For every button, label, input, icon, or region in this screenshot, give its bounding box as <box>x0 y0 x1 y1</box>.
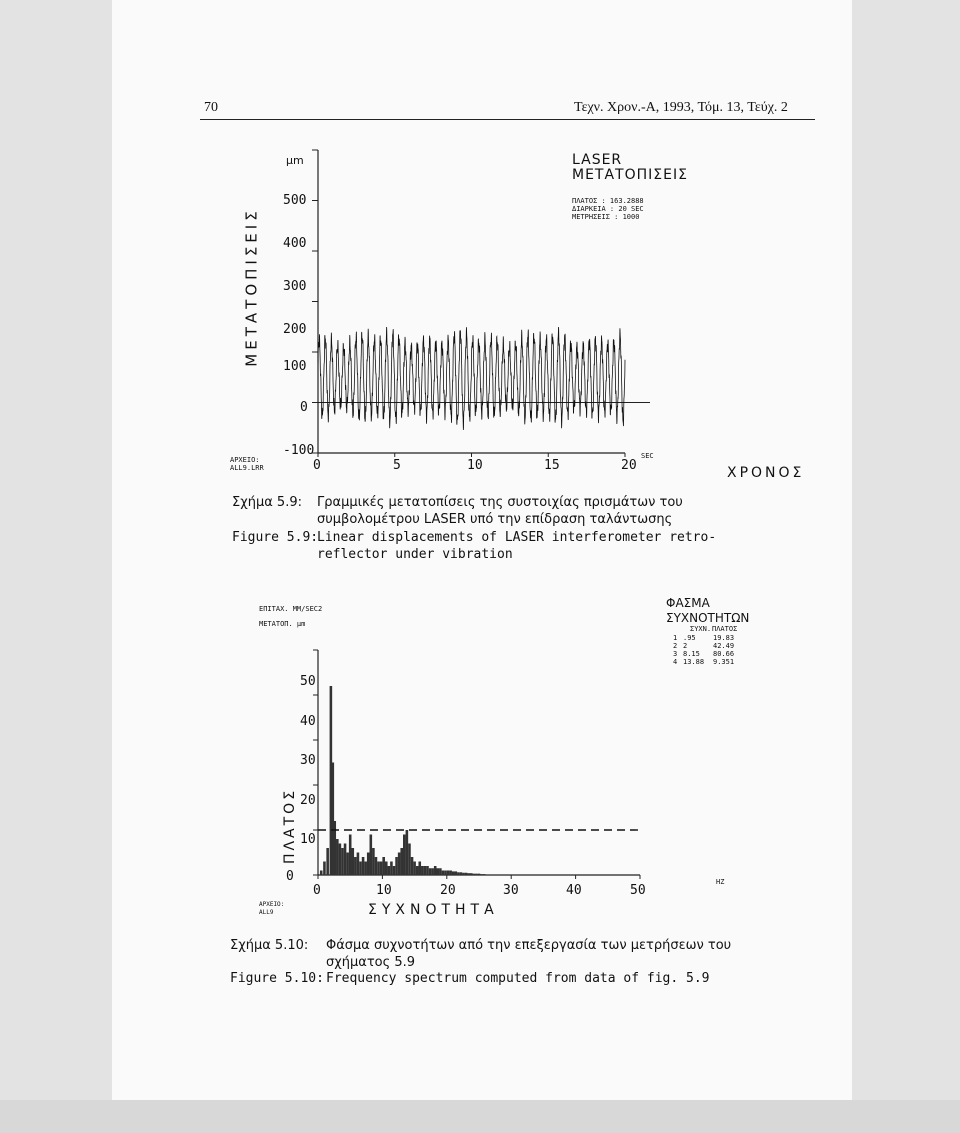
fig510-table-r4c1: 13.88 <box>683 658 705 666</box>
fig510-spectrum-bar <box>388 866 391 875</box>
fig510-spectrum-bar <box>452 871 455 875</box>
fig59-xtick-20: 20 <box>621 458 637 473</box>
fig510-spectrum-bar <box>333 821 336 875</box>
fig510-x-axis-label: ΣΥΧΝΟΤΗΤΑ <box>368 902 499 918</box>
fig510-table-h2: ΠΛΑΤΟΣ <box>712 625 738 633</box>
fig59-xtick-10: 10 <box>467 458 483 473</box>
fig510-caption-gr-line2: σχήματος 5.9 <box>326 955 416 970</box>
fig510-spectrum-bar <box>429 868 432 875</box>
fig510-spectrum-bar <box>380 862 383 876</box>
fig510-spectrum-bar <box>431 868 434 875</box>
fig59-ytick-400: 400 <box>283 236 307 251</box>
fig510-table-r3c0: 3 <box>673 650 678 658</box>
fig510-xtick-50: 50 <box>630 883 646 898</box>
fig510-spectrum-bar <box>455 871 458 875</box>
fig510-y-unit-2: ΜΕΤΑΤΟΠ. μm <box>259 620 306 628</box>
fig510-spectrum-bar <box>475 874 478 875</box>
fig510-table-r2c1: 2 <box>683 642 688 650</box>
fig510-spectrum-bar <box>364 862 367 876</box>
fig510-spectrum-bar <box>336 839 339 875</box>
fig59-ytick-0: 0 <box>300 400 308 415</box>
fig510-spectrum-bar <box>470 873 473 875</box>
fig510-spectrum-bar <box>411 857 414 875</box>
fig510-spectrum-bar <box>341 848 344 875</box>
journal-reference: Τεχν. Χρον.-Α, 1993, Τόμ. 13, Τεύχ. 2 <box>574 100 788 115</box>
fig510-spectrum-bar <box>390 862 393 876</box>
fig510-table-h1: ΣΥΧΝ. <box>690 625 712 633</box>
fig510-table-r3c2: 80.66 <box>713 650 735 658</box>
fig59-caption-gr-line1: Γραμμικές μετατοπίσεις της συστοιχίας πρισμάτων του <box>317 495 683 510</box>
fig59-y-unit: μm <box>286 154 304 167</box>
fig510-spectrum-bar <box>473 874 476 875</box>
fig59-caption-en-line1: Linear displacements of LASER interferometer retro- <box>317 530 717 545</box>
fig59-x-axis-label: ΧΡΟΝΟΣ <box>727 465 805 481</box>
fig510-spectrum-bar <box>354 857 357 875</box>
fig510-ytick-20: 20 <box>300 793 316 808</box>
fig510-spectrum-bar <box>465 873 468 875</box>
fig510-file-label-2: ALL9 <box>259 909 274 916</box>
fig510-spectrum-bar <box>403 835 406 876</box>
fig510-spectrum-bar <box>478 874 481 875</box>
fig59-title-line2: ΜΕΤΑΤΟΠΙΣΕΙΣ <box>572 167 688 183</box>
fig510-spectrum-bar <box>437 868 440 875</box>
fig510-spectrum-bar <box>413 862 416 876</box>
fig59-caption-gr-label: Σχήμα 5.9: <box>232 495 302 510</box>
fig510-spectrum-bar <box>362 857 365 875</box>
fig510-spectrum-bar <box>372 848 375 875</box>
fig510-ytick-30: 30 <box>300 753 316 768</box>
fig59-y-axis-label: ΜΕΤΑΤΟΠΙΣΕΙΣ <box>242 207 261 367</box>
fig510-spectrum-bar <box>323 862 326 876</box>
fig510-spectrum-bar <box>377 862 380 876</box>
fig510-y-axis-label: ΠΛΑΤΟΣ <box>282 787 299 865</box>
fig59-plot <box>312 150 650 457</box>
fig510-spectrum-bar <box>326 848 329 875</box>
fig59-xtick-0: 0 <box>313 458 321 473</box>
fig510-caption-gr-label: Σχήμα 5.10: <box>230 938 309 953</box>
fig510-table-r3c1: 8.15 <box>683 650 700 658</box>
fig510-spectrum-bar <box>483 874 486 875</box>
fig510-xtick-10: 10 <box>376 883 392 898</box>
fig59-caption-gr-line2: συμβολομέτρου LASER υπό την επίδραση ταλάντωσης <box>317 512 673 527</box>
fig510-table-r1c1: .95 <box>683 634 696 642</box>
fig59-file-label-2: ALL9.LRR <box>230 464 264 472</box>
fig510-xtick-20: 20 <box>440 883 456 898</box>
fig510-spectrum-bar <box>424 866 427 875</box>
fig59-caption-en-label: Figure 5.9: <box>232 530 319 545</box>
fig510-spectrum-bar <box>382 857 385 875</box>
fig510-title-line2: ΣΥΧΝΟΤΗΤΩΝ <box>666 611 750 625</box>
fig510-spectrum-bar <box>447 871 450 876</box>
fig59-xtick-5: 5 <box>393 458 401 473</box>
fig510-spectrum-bar <box>426 866 429 875</box>
fig59-caption-en-line2: reflector under vibration <box>317 547 513 562</box>
fig59-signal-line <box>318 327 625 430</box>
fig510-spectrum-bar <box>346 853 349 876</box>
fig510-table-r2c0: 2 <box>673 642 678 650</box>
fig510-ytick-0: 0 <box>286 869 294 884</box>
fig510-spectrum-bar <box>434 866 437 875</box>
fig510-spectrum-bar <box>370 835 373 876</box>
fig510-xtick-40: 40 <box>566 883 582 898</box>
fig510-table-r4c0: 4 <box>673 658 678 666</box>
fig510-spectrum-bar <box>349 835 352 876</box>
fig59-xtick-15: 15 <box>544 458 560 473</box>
fig59-ytick-300: 300 <box>283 279 307 294</box>
fig510-caption-en-label: Figure 5.10: <box>230 971 324 986</box>
fig510-spectrum-bar <box>351 848 354 875</box>
fig510-table-r2c2: 42.49 <box>713 642 735 650</box>
fig510-ytick-50: 50 <box>300 674 316 689</box>
fig510-plot <box>313 650 640 879</box>
fig510-xtick-0: 0 <box>313 883 321 898</box>
fig510-spectrum-bar <box>457 872 460 875</box>
fig510-spectrum-bar <box>339 844 342 876</box>
fig510-file-label-1: ΑΡΧΕΙΟ: <box>259 901 285 908</box>
fig510-spectrum-bar <box>375 857 378 875</box>
fig510-caption-gr-line1: Φάσμα συχνοτήτων από την επεξεργασία των μετρήσεων του <box>326 938 732 953</box>
fig59-ytick-200: 200 <box>283 322 307 337</box>
fig59-ytick-100: 100 <box>283 359 307 374</box>
fig59-info-2: ΔΙΑΡΚΕΙΑ : 20 SEC <box>572 205 644 213</box>
fig510-spectrum-bar <box>400 848 403 875</box>
fig59-info-3: ΜΕΤΡΗΣΕΙΣ : 1000 <box>572 213 640 221</box>
fig510-spectrum-bar <box>320 871 323 876</box>
fig510-spectrum-bar <box>359 862 362 876</box>
fig510-table-r1c0: 1 <box>673 634 678 642</box>
fig510-spectrum-bar <box>385 862 388 876</box>
fig59-title-line1: LASER <box>572 152 623 168</box>
fig510-x-unit: HZ <box>716 878 725 886</box>
fig510-spectrum-bar <box>395 857 398 875</box>
page-number: 70 <box>204 100 218 115</box>
fig59-info-1: ΠΛΑΤΟΣ : 163.2888 <box>572 197 644 205</box>
fig510-spectrum-bar <box>467 873 470 875</box>
fig510-spectrum-bar <box>442 871 445 876</box>
fig510-spectrum-bar <box>462 873 465 875</box>
fig510-spectrum-bar <box>406 830 409 875</box>
fig59-ytick-neg100: -100 <box>283 443 315 458</box>
fig510-spectrum-bar <box>357 853 360 876</box>
fig510-caption-en-line1: Frequency spectrum computed from data of fig. 5.9 <box>326 971 710 986</box>
fig510-y-unit-1: ΕΠΙΤΑΧ. ΜΜ/SEC2 <box>259 605 323 613</box>
fig510-spectrum-bar <box>367 853 370 876</box>
fig510-spectrum-bar <box>398 853 401 876</box>
fig59-file-label-1: ΑΡΧΕΙΟ: <box>230 456 260 464</box>
fig510-xtick-30: 30 <box>503 883 519 898</box>
fig510-spectrum-bar <box>421 866 424 875</box>
fig510-spectrum-bar <box>439 868 442 875</box>
fig510-ytick-40: 40 <box>300 714 316 729</box>
fig510-ytick-10: 10 <box>300 832 316 847</box>
fig510-spectrum-bar <box>344 844 347 876</box>
fig510-title-line1: ΦΑΣΜΑ <box>666 596 710 610</box>
fig510-spectrum-bar <box>408 844 411 876</box>
fig59-x-unit: SEC <box>641 452 654 460</box>
fig510-spectrum-bar <box>444 871 447 876</box>
fig510-spectrum-bar <box>393 866 396 875</box>
fig510-spectrum-bar <box>480 874 483 875</box>
fig510-table-r4c2: 9.351 <box>713 658 735 666</box>
fig59-ytick-500: 500 <box>283 193 307 208</box>
fig510-spectrum-bar <box>460 872 463 875</box>
fig510-spectrum-bar <box>416 866 419 875</box>
fig510-spectrum-bar <box>418 862 421 876</box>
fig510-table-r1c2: 19.83 <box>713 634 735 642</box>
fig510-spectrum-bar <box>449 871 452 876</box>
